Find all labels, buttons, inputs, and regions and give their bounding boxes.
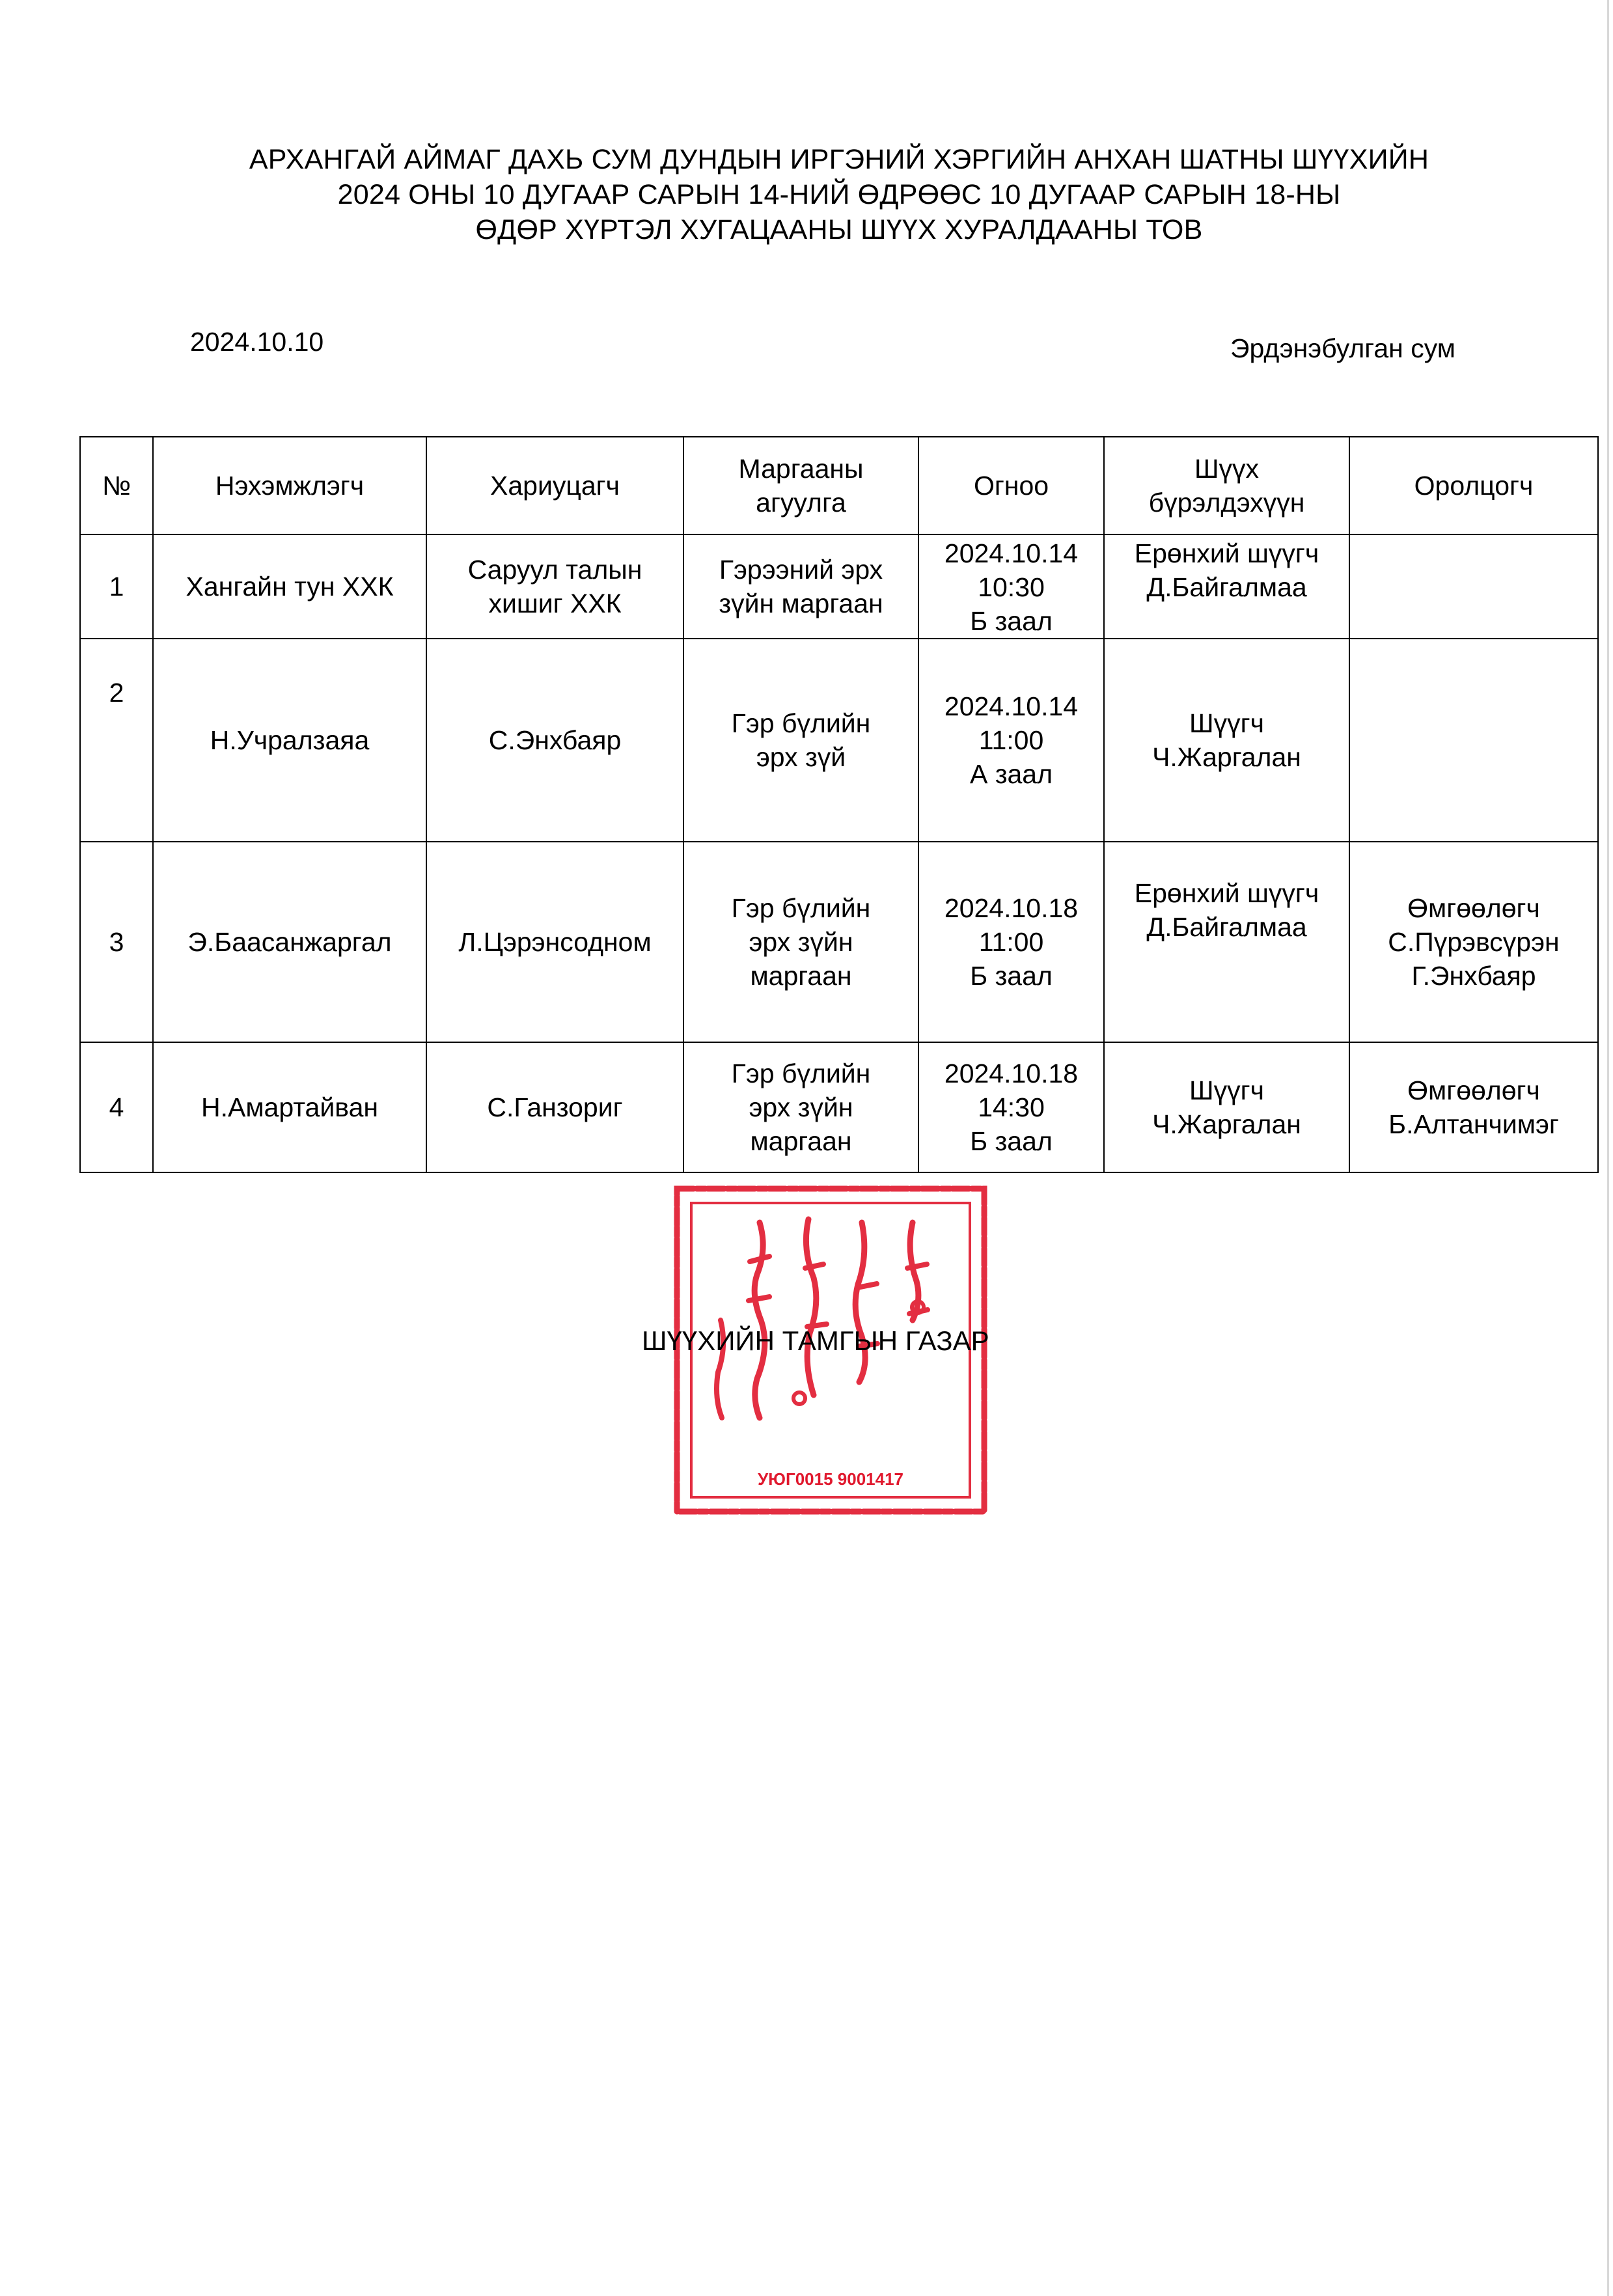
cell-dispute xyxy=(683,639,918,842)
cell-court xyxy=(1104,1042,1349,1172)
dispute-line-1: Гэр бүлийн xyxy=(731,893,871,923)
dispute-line-2: зүйн маргаан xyxy=(719,588,883,618)
cell-court xyxy=(1104,842,1349,1042)
hearing-room: А заал xyxy=(969,759,1053,789)
hearing-date: 2024.10.14 xyxy=(944,538,1079,568)
dispute-line-1: Гэрээний эрх xyxy=(719,555,883,585)
judge-role: Ерөнхий шүүгч xyxy=(1134,538,1319,568)
participant-name-1: С.Пүрэвсүрэн xyxy=(1388,927,1560,957)
header-num: № xyxy=(80,437,153,534)
hearing-room: Б заал xyxy=(970,606,1053,636)
cell-defendant: Л.Цэрэнсодном xyxy=(426,842,683,1042)
hearing-time: 10:30 xyxy=(978,572,1045,602)
dispute-line-2: эрх зүйн xyxy=(749,1092,853,1122)
page-title xyxy=(130,142,1548,247)
cell-court xyxy=(1104,639,1349,842)
cell-participant xyxy=(1349,534,1598,639)
hearing-date: 2024.10.18 xyxy=(944,1058,1079,1088)
header-dispute-line-2: агуулга xyxy=(756,488,846,518)
cell-defendant: С.Ганзориг xyxy=(426,1042,683,1172)
participant-role: Өмгөөлөгч xyxy=(1407,893,1540,923)
header-defendant: Хариуцагч xyxy=(426,437,683,534)
hearing-date: 2024.10.14 xyxy=(944,691,1079,721)
participant-name-2: Г.Энхбаяр xyxy=(1411,961,1536,991)
header-participant: Оролцогч xyxy=(1349,437,1598,534)
seal-number: УЮГ0015 9001417 xyxy=(757,1469,904,1489)
header-court-line-1: Шүүх xyxy=(1194,454,1260,484)
title-line-1: АРХАНГАЙ АЙМАГ ДАХЬ СУМ ДУНДЫН ИРГЭНИЙ ХЭРГИЙН АНХАН ШАТНЫ ШҮҮХИЙН xyxy=(249,144,1429,175)
judge-role: Ерөнхий шүүгч xyxy=(1134,878,1319,908)
participant-role: Өмгөөлөгч xyxy=(1407,1075,1540,1105)
participant-name-1: Б.Алтанчимэг xyxy=(1388,1109,1559,1139)
cell-date xyxy=(918,534,1104,639)
table-row xyxy=(80,534,1598,639)
header-dispute xyxy=(683,437,918,534)
cell-num: 4 xyxy=(80,1042,153,1172)
scan-edge xyxy=(1607,0,1609,2296)
title-line-3: ӨДӨР ХҮРТЭЛ ХУГАЦААНЫ ШҮҮХ ХУРАЛДААНЫ ТОВ xyxy=(475,214,1203,245)
header-court xyxy=(1104,437,1349,534)
hearing-time: 11:00 xyxy=(978,725,1044,755)
header-plaintiff: Нэхэмжлэгч xyxy=(153,437,426,534)
cell-plaintiff: Н.Амартайван xyxy=(153,1042,426,1172)
table-header-row xyxy=(80,437,1598,534)
cell-participant xyxy=(1349,639,1598,842)
seal-label: ШҮҮХИЙН ТАМГЫН ГАЗАР xyxy=(642,1325,989,1356)
judge-name: Д.Байгалмаа xyxy=(1146,572,1307,602)
cell-num: 1 xyxy=(80,534,153,639)
table-row xyxy=(80,1042,1598,1172)
header-dispute-line-1: Маргааны xyxy=(738,454,864,484)
document-date: 2024.10.10 xyxy=(190,327,324,357)
cell-plaintiff: Н.Учралзаяа xyxy=(153,639,426,842)
cell-dispute xyxy=(683,842,918,1042)
cell-participant xyxy=(1349,842,1598,1042)
judge-role: Шүүгч xyxy=(1189,1075,1264,1105)
cell-date xyxy=(918,1042,1104,1172)
cell-date xyxy=(918,842,1104,1042)
header-court-line-2: бүрэлдэхүүн xyxy=(1148,488,1305,518)
header-date: Огноо xyxy=(918,437,1104,534)
cell-participant xyxy=(1349,1042,1598,1172)
cell-dispute xyxy=(683,1042,918,1172)
cell-defendant xyxy=(426,534,683,639)
cell-num: 3 xyxy=(80,842,153,1042)
table-row xyxy=(80,842,1598,1042)
dispute-line-3: маргаан xyxy=(750,961,852,991)
judge-name: Ч.Жаргалан xyxy=(1152,742,1301,772)
cell-num: 2 xyxy=(80,639,153,842)
dispute-line-2: эрх зүйн xyxy=(749,927,853,957)
hearing-date: 2024.10.18 xyxy=(944,893,1079,923)
table-row xyxy=(80,639,1598,842)
title-line-2: 2024 ОНЫ 10 ДУГААР САРЫН 14-НИЙ ӨДРӨӨС 10 ДУГААР САРЫН 18-НЫ xyxy=(337,179,1341,210)
cell-plaintiff: Хангайн тун ХХК xyxy=(153,534,426,639)
hearing-time: 11:00 xyxy=(978,927,1044,957)
cell-defendant: С.Энхбаяр xyxy=(426,639,683,842)
hearing-room: Б заал xyxy=(970,1126,1053,1156)
cell-court xyxy=(1104,534,1349,639)
hearing-time: 14:30 xyxy=(978,1092,1045,1122)
judge-role: Шүүгч xyxy=(1189,708,1264,738)
defendant-line-2: хишиг ХХК xyxy=(488,588,622,618)
cell-dispute xyxy=(683,534,918,639)
cell-date xyxy=(918,639,1104,842)
dispute-line-1: Гэр бүлийн xyxy=(731,1058,871,1088)
dispute-line-3: маргаан xyxy=(750,1126,852,1156)
judge-name: Д.Байгалмаа xyxy=(1146,912,1307,942)
cell-plaintiff: Э.Баасанжаргал xyxy=(153,842,426,1042)
dispute-line-1: Гэр бүлийн xyxy=(731,708,871,738)
hearing-room: Б заал xyxy=(970,961,1053,991)
judge-name: Ч.Жаргалан xyxy=(1152,1109,1301,1139)
dispute-line-2: эрх зүй xyxy=(756,742,846,772)
defendant-line-1: Саруул талын xyxy=(467,555,642,585)
hearing-schedule-table xyxy=(79,436,1599,1173)
document-place: Эрдэнэбулган сум xyxy=(1230,333,1455,363)
